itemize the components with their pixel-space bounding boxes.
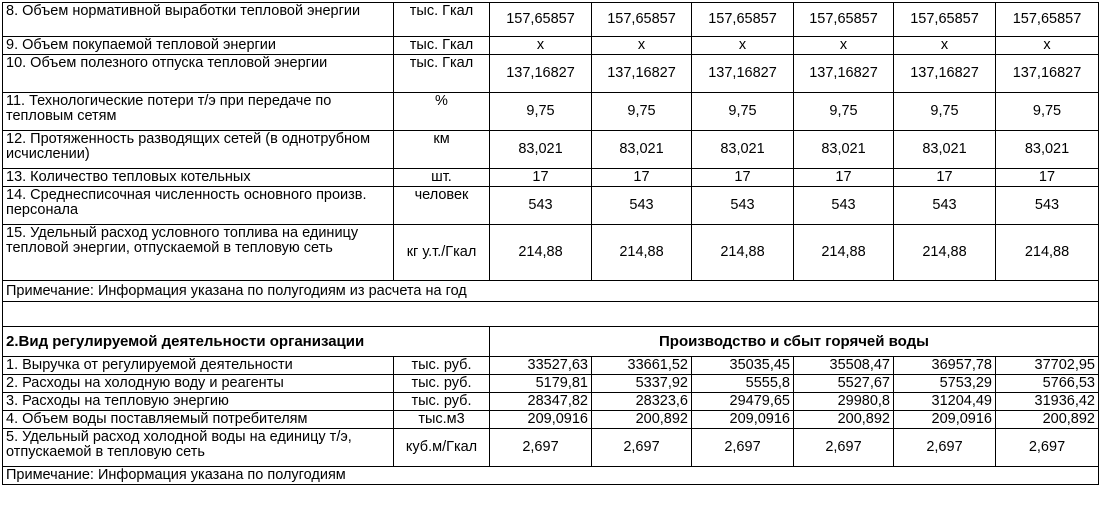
cell-value: 5766,53 xyxy=(996,375,1099,393)
cell-value: 83,021 xyxy=(592,131,692,169)
cell-value: 543 xyxy=(894,187,996,225)
cell-value: 157,65857 xyxy=(592,3,692,37)
cell-value: 157,65857 xyxy=(692,3,794,37)
cell-value: 31936,42 xyxy=(996,393,1099,411)
cell-value: 137,16827 xyxy=(490,55,592,93)
cell-value: 214,88 xyxy=(692,225,794,281)
row-unit: кг у.т./Гкал xyxy=(394,225,490,281)
row-label: 2. Расходы на холодную воду и реагенты xyxy=(3,375,394,393)
cell-value: 214,88 xyxy=(592,225,692,281)
row-unit: человек xyxy=(394,187,490,225)
cell-value: 9,75 xyxy=(490,93,592,131)
table-row xyxy=(3,169,1099,187)
row-label: 8. Объем нормативной выработки тепловой энергии xyxy=(3,3,394,37)
cell-value: 5527,67 xyxy=(794,375,894,393)
cell-value: 2,697 xyxy=(490,429,592,467)
cell-value: 36957,78 xyxy=(894,357,996,375)
activity-title: Производство и сбыт горячей воды xyxy=(490,327,1099,357)
cell-value: 157,65857 xyxy=(996,3,1099,37)
cell-value: x xyxy=(794,37,894,55)
cell-value: 543 xyxy=(692,187,794,225)
row-unit: тыс. руб. xyxy=(394,393,490,411)
cell-value: 2,697 xyxy=(794,429,894,467)
cell-value: 200,892 xyxy=(794,411,894,429)
row-label: 9. Объем покупаемой тепловой энергии xyxy=(3,37,394,55)
cell-value: 83,021 xyxy=(996,131,1099,169)
row-label: 14. Среднесписочная численность основного произв. персонала xyxy=(3,187,394,225)
cell-value: 543 xyxy=(490,187,592,225)
cell-value: 5179,81 xyxy=(490,375,592,393)
cell-value: 137,16827 xyxy=(894,55,996,93)
row-label: 10. Объем полезного отпуска тепловой энергии xyxy=(3,55,394,93)
cell-value: 157,65857 xyxy=(894,3,996,37)
cell-value: 157,65857 xyxy=(490,3,592,37)
cell-value: 9,75 xyxy=(692,93,794,131)
cell-value: 29479,65 xyxy=(692,393,794,411)
cell-value: 5753,29 xyxy=(894,375,996,393)
row-unit: тыс. Гкал xyxy=(394,37,490,55)
cell-value: 200,892 xyxy=(996,411,1099,429)
cell-value: 5555,8 xyxy=(692,375,794,393)
cell-value: x xyxy=(996,37,1099,55)
cell-value: 2,697 xyxy=(996,429,1099,467)
table-row xyxy=(3,411,1099,429)
cell-value: 17 xyxy=(692,169,794,187)
cell-value: 33527,63 xyxy=(490,357,592,375)
row-unit: % xyxy=(394,93,490,131)
section-title: 2.Вид регулируемой деятельности организации xyxy=(3,327,490,357)
cell-value: 2,697 xyxy=(592,429,692,467)
cell-value: 28323,6 xyxy=(592,393,692,411)
row-unit: тыс. руб. xyxy=(394,357,490,375)
cell-value: 200,892 xyxy=(592,411,692,429)
note-row xyxy=(3,281,1099,302)
table-row xyxy=(3,357,1099,375)
cell-value: 9,75 xyxy=(894,93,996,131)
section-header-row xyxy=(3,327,1099,357)
cell-value: 9,75 xyxy=(996,93,1099,131)
row-label: 13. Количество тепловых котельных xyxy=(3,169,394,187)
cell-value: 83,021 xyxy=(794,131,894,169)
cell-value: 209,0916 xyxy=(894,411,996,429)
row-label: 1. Выручка от регулируемой деятельности xyxy=(3,357,394,375)
note-row xyxy=(3,467,1099,485)
row-unit: куб.м/Гкал xyxy=(394,429,490,467)
row-label: 4. Объем воды поставляемый потребителям xyxy=(3,411,394,429)
cell-value: 17 xyxy=(996,169,1099,187)
table-row xyxy=(3,429,1099,467)
cell-value: 214,88 xyxy=(894,225,996,281)
cell-value: 5337,92 xyxy=(592,375,692,393)
table-row xyxy=(3,37,1099,55)
row-unit: км xyxy=(394,131,490,169)
cell-value: 9,75 xyxy=(794,93,894,131)
cell-value: 543 xyxy=(996,187,1099,225)
note-text: Примечание: Информация указана по полугодиям xyxy=(3,467,1099,485)
cell-value: 31204,49 xyxy=(894,393,996,411)
empty-cell xyxy=(3,302,1099,327)
note-text: Примечание: Информация указана по полугодиям из расчета на год xyxy=(3,281,1099,302)
cell-value: 17 xyxy=(894,169,996,187)
row-unit: тыс. Гкал xyxy=(394,3,490,37)
cell-value: 83,021 xyxy=(692,131,794,169)
table-row xyxy=(3,3,1099,37)
cell-value: 137,16827 xyxy=(592,55,692,93)
row-label: 15. Удельный расход условного топлива на единицу тепловой энергии, отпускаемой в тепловую сеть xyxy=(3,225,394,281)
cell-value: 17 xyxy=(592,169,692,187)
cell-value: 214,88 xyxy=(794,225,894,281)
cell-value: 543 xyxy=(592,187,692,225)
cell-value: 214,88 xyxy=(490,225,592,281)
table-row xyxy=(3,93,1099,131)
cell-value: 137,16827 xyxy=(794,55,894,93)
empty-row xyxy=(3,302,1099,327)
cell-value: 17 xyxy=(490,169,592,187)
row-unit: тыс. руб. xyxy=(394,375,490,393)
cell-value: 157,65857 xyxy=(794,3,894,37)
cell-value: 83,021 xyxy=(490,131,592,169)
cell-value: 2,697 xyxy=(692,429,794,467)
table-row xyxy=(3,187,1099,225)
cell-value: 137,16827 xyxy=(692,55,794,93)
table-row xyxy=(3,131,1099,169)
cell-value: 17 xyxy=(794,169,894,187)
row-unit: тыс.м3 xyxy=(394,411,490,429)
cell-value: 214,88 xyxy=(996,225,1099,281)
cell-value: 35035,45 xyxy=(692,357,794,375)
row-unit: тыс. Гкал xyxy=(394,55,490,93)
table-row xyxy=(3,393,1099,411)
cell-value: 543 xyxy=(794,187,894,225)
cell-value: 37702,95 xyxy=(996,357,1099,375)
cell-value: 28347,82 xyxy=(490,393,592,411)
row-label: 3. Расходы на тепловую энергию xyxy=(3,393,394,411)
cell-value: 209,0916 xyxy=(692,411,794,429)
cell-value: x xyxy=(894,37,996,55)
data-table xyxy=(2,2,1099,485)
table-row xyxy=(3,225,1099,281)
cell-value: 137,16827 xyxy=(996,55,1099,93)
cell-value: 33661,52 xyxy=(592,357,692,375)
cell-value: 2,697 xyxy=(894,429,996,467)
cell-value: 35508,47 xyxy=(794,357,894,375)
cell-value: 83,021 xyxy=(894,131,996,169)
cell-value: 209,0916 xyxy=(490,411,592,429)
row-label: 5. Удельный расход холодной воды на единицу т/э, отпускаемой в тепловую сеть xyxy=(3,429,394,467)
row-label: 11. Технологические потери т/э при передаче по тепловым сетям xyxy=(3,93,394,131)
cell-value: x xyxy=(592,37,692,55)
cell-value: x xyxy=(490,37,592,55)
row-label: 12. Протяженность разводящих сетей (в однотрубном исчислении) xyxy=(3,131,394,169)
table-row xyxy=(3,55,1099,93)
cell-value: 9,75 xyxy=(592,93,692,131)
cell-value: x xyxy=(692,37,794,55)
row-unit: шт. xyxy=(394,169,490,187)
cell-value: 29980,8 xyxy=(794,393,894,411)
table-row xyxy=(3,375,1099,393)
